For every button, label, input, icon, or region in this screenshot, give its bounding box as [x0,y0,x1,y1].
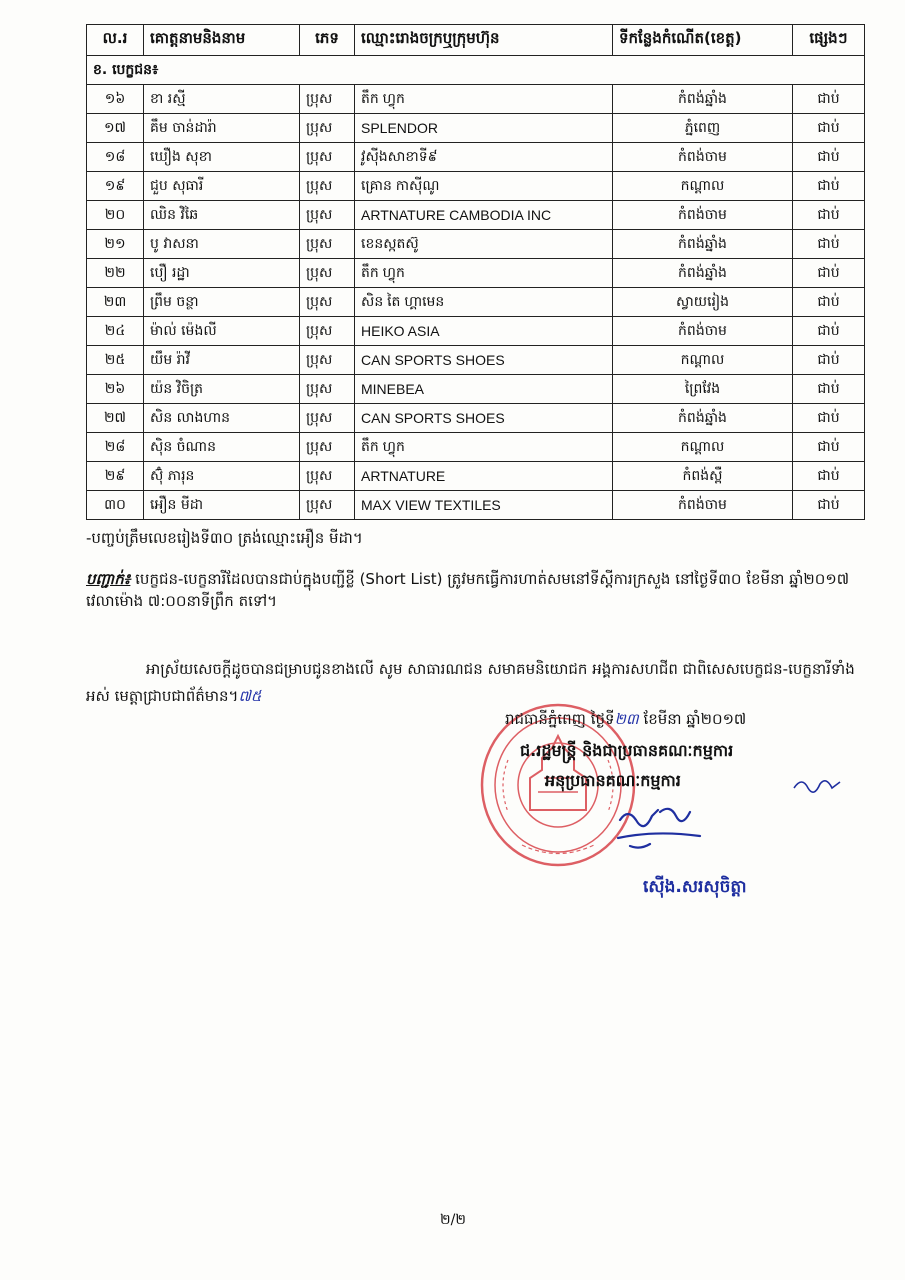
cell-sex: ប្រុស [300,288,355,317]
cell-sex: ប្រុស [300,143,355,172]
cell-sex: ប្រុស [300,85,355,114]
table-header-row [87,25,865,56]
cell-result: ជាប់ [793,433,865,462]
cell-result: ជាប់ [793,288,865,317]
cell-result: ជាប់ [793,201,865,230]
cell-no: ២៦ [87,375,144,404]
cell-company: សិន តៃ ហ្គាមេន [355,288,613,317]
cell-result: ជាប់ [793,259,865,288]
cell-sex: ប្រុស [300,230,355,259]
table-row [87,317,865,346]
cell-no: ៣០ [87,491,144,520]
cell-place: កំពង់ឆ្នាំង [613,259,793,288]
cell-place: កណ្តាល [613,172,793,201]
cell-sex: ប្រុស [300,462,355,491]
section-label: ខ. បេក្ខជន៖ [87,56,865,85]
cell-no: ២៣ [87,288,144,317]
cell-name: ជួប សុធារី [144,172,300,201]
date-day: ២៣ [614,710,639,728]
cell-company: HEIKO ASIA [355,317,613,346]
candidate-table [86,24,865,520]
cell-place: កំពង់ចាម [613,491,793,520]
cell-sex: ប្រុស [300,172,355,201]
cell-no: ២៧ [87,404,144,433]
date-suffix: ខែមីនា ឆ្នាំ២០១៧ [638,710,747,728]
table-row [87,143,865,172]
header-company: ឈ្មោះរោងចក្រឬក្រុមហ៊ុន [355,25,613,56]
date-prefix: រាជធានីភ្នំពេញ ថ្ងៃទី [505,710,615,728]
cell-company: CAN SPORTS SHOES [355,404,613,433]
handwritten-signature-icon [600,790,710,860]
header-name: គោត្តនាមនិងនាម [144,25,300,56]
cell-company: គ្រោន កាស៊ីណូ [355,172,613,201]
cell-name: ខា រស្មី [144,85,300,114]
cell-name: អឿន មីដា [144,491,300,520]
table-row [87,433,865,462]
cell-sex: ប្រុស [300,114,355,143]
cell-sex: ប្រុស [300,259,355,288]
cell-result: ជាប់ [793,230,865,259]
page-number: ២/២ [440,1212,466,1228]
cell-company: វូស៊ីងសាខាទី៩ [355,143,613,172]
cell-company: ARTNATURE CAMBODIA INC [355,201,613,230]
cell-result: ជាប់ [793,491,865,520]
cell-name: បូ វាសនា [144,230,300,259]
cell-name: ម៉ាល់ ម៉េងលី [144,317,300,346]
cell-place: ព្រៃវែង [613,375,793,404]
cell-result: ជាប់ [793,375,865,404]
cell-company: តឹក ហ្វុក [355,85,613,114]
header-no: ល.រ [87,25,144,56]
cell-result: ជាប់ [793,85,865,114]
cell-place: កំពង់ចាម [613,143,793,172]
signer-title-2: អនុប្រធានគណៈកម្មការ [545,771,681,790]
cell-name: ស៊ុំ ភារុន [144,462,300,491]
cell-sex: ប្រុស [300,433,355,462]
cell-no: ១៩ [87,172,144,201]
cell-sex: ប្រុស [300,491,355,520]
cell-name: យ៉ន វិចិត្រ [144,375,300,404]
cell-place: កំពង់ចាម [613,317,793,346]
cell-place: កំពង់ឆ្នាំង [613,404,793,433]
table-row [87,201,865,230]
header-place: ទីកន្លែងកំណើត(ខេត្ត) [613,25,793,56]
cell-place: កណ្តាល [613,346,793,375]
cell-sex: ប្រុស [300,404,355,433]
cell-name: ស៊ិន ចំណាន [144,433,300,462]
remark-note [86,568,876,612]
cell-no: ១៨ [87,143,144,172]
cell-result: ជាប់ [793,114,865,143]
date-line [505,710,746,732]
cell-no: ២៨ [87,433,144,462]
cell-company: ខេនស្កតស៊ូ [355,230,613,259]
cell-place: ស្វាយរៀង [613,288,793,317]
cell-name: យឹម រ៉ាវី [144,346,300,375]
cell-no: ១៦ [87,85,144,114]
cell-name: ឈិន វិឆៃ [144,201,300,230]
cell-sex: ប្រុស [300,375,355,404]
cell-company: តឹក ហ្វុក [355,259,613,288]
remark-text: បេក្ខជន-បេក្ខនារីដែលបានជាប់ក្នុងបញ្ជីខ្លី (Short List) ត្រូវមកធ្វើការហាត់សមនៅទីស្តីការក្រសួង នៅថ្ងៃទី៣០ ខែមីនា ឆ្នាំ២០១៧ វេលាម៉ោង ៧:០០នាទីព្រឹក តទៅ។ [86,570,850,610]
cell-place: កំពង់ស្ពឺ [613,462,793,491]
cell-place: កំពង់ឆ្នាំង [613,230,793,259]
cell-result: ជាប់ [793,143,865,172]
cell-company: SPLENDOR [355,114,613,143]
table-row [87,375,865,404]
cell-result: ជាប់ [793,172,865,201]
cell-no: ២៩ [87,462,144,491]
cell-name: ព្រឹម ចន្ថា [144,288,300,317]
table-row [87,462,865,491]
cell-sex: ប្រុស [300,201,355,230]
end-line-note: -បញ្ចប់ត្រឹមលេខរៀងទី៣០ ត្រង់ឈ្មោះអឿន មីដា។ [86,529,363,547]
cell-no: ២៥ [87,346,144,375]
cell-company: MINEBEA [355,375,613,404]
table-row [87,491,865,520]
closing-paragraph-text: អាស្រ័យសេចក្តីដូចបានជម្រាបជូនខាងលើ សូម សាធារណជន សមាគមនិយោជក អង្គការសហជីព ជាពិសេសបេក្ខជន-បេក្ខនារីទាំងអស់ មេត្តាជ្រាបជាព័ត៌មាន។ [86,660,855,705]
cell-no: ២២ [87,259,144,288]
table-row [87,404,865,433]
table-row [87,230,865,259]
cell-company: MAX VIEW TEXTILES [355,491,613,520]
handwritten-number: ៧៥ [238,687,262,705]
cell-name: ឃឿង សុខា [144,143,300,172]
cell-name: គឹម ចាន់ដារ៉ា [144,114,300,143]
cell-name: សិន លាងហាន [144,404,300,433]
cell-company: តឹក ហ្វុក [355,433,613,462]
cell-result: ជាប់ [793,317,865,346]
cell-sex: ប្រុស [300,317,355,346]
cell-result: ជាប់ [793,462,865,491]
cell-no: ២០ [87,201,144,230]
cell-place: កណ្តាល [613,433,793,462]
table-row [87,288,865,317]
cell-sex: ប្រុស [300,346,355,375]
remark-label: បញ្ជាក់៖ [86,570,131,588]
cell-place: កំពង់ឆ្នាំង [613,85,793,114]
header-sex: ភេទ [300,25,355,56]
cell-no: ២៤ [87,317,144,346]
cell-company: CAN SPORTS SHOES [355,346,613,375]
cell-company: ARTNATURE [355,462,613,491]
table-row [87,172,865,201]
signer-title-1: ជ.រដ្ឋមន្ត្រី និងជាប្រធានគណៈកម្មការ [520,741,734,760]
cell-name: បឿ រដ្ឋា [144,259,300,288]
signer-name: ស៊ើង.សរសុចិត្តា [643,877,747,897]
table-row [87,346,865,375]
cell-result: ជាប់ [793,346,865,375]
section-row [87,56,865,85]
header-result: ផ្សេងៗ [793,25,865,56]
cell-no: ២១ [87,230,144,259]
cell-result: ជាប់ [793,404,865,433]
cell-place: ភ្នំពេញ [613,114,793,143]
cell-place: កំពង់ចាម [613,201,793,230]
table-row [87,114,865,143]
cell-no: ១៧ [87,114,144,143]
table-row [87,259,865,288]
handwritten-initials-icon [790,770,850,800]
table-row [87,85,865,114]
